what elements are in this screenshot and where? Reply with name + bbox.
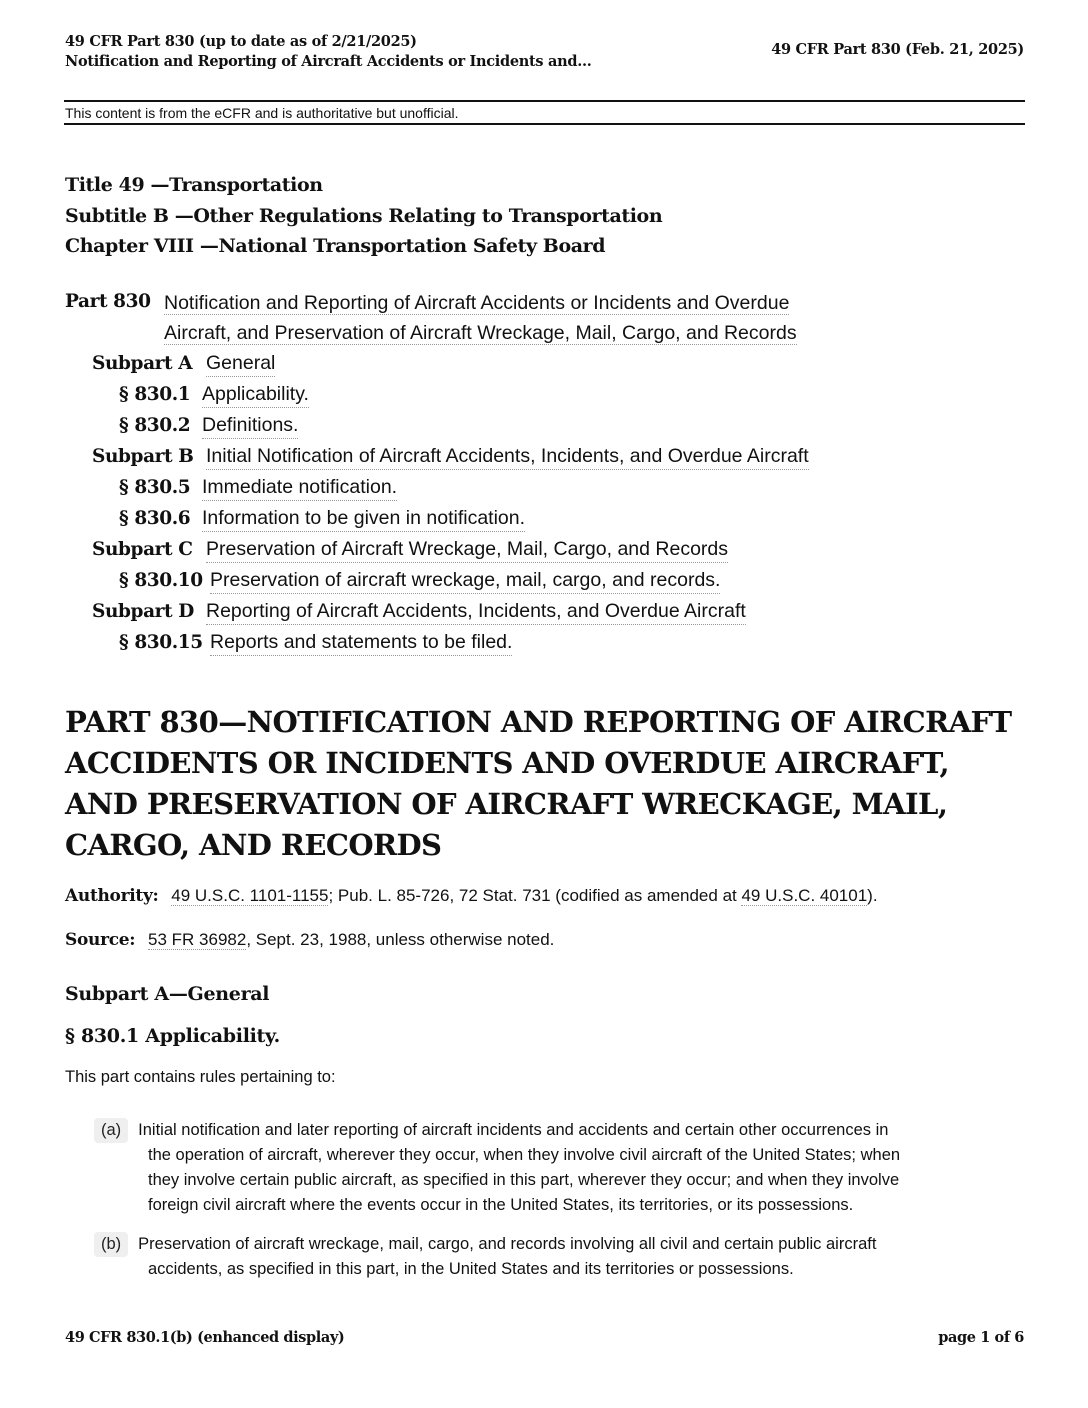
toc-entry-label: § 830.10 [119, 570, 203, 591]
toc-entry-label: § 830.6 [119, 508, 191, 529]
unofficial-banner [64, 100, 1025, 125]
toc-entry-link[interactable]: General [206, 350, 275, 377]
paragraph-text-line: Initial notification and later reporting of aircraft incidents and accidents and certain other occurrences in [138, 1121, 889, 1139]
paragraph-text-line: they involve certain public aircraft, as specified in this part, wherever they occur; and when they involve [148, 1171, 900, 1189]
toc-entry-label: § 830.15 [119, 632, 203, 653]
header-part-name: Notification and Reporting of Aircraft Accidents or Incidents and... [65, 53, 592, 70]
toc-entry-label: Subpart B [92, 446, 194, 467]
running-header [65, 32, 591, 72]
paragraph-text-line: the operation of aircraft, wherever they occur, when they involve civil aircraft of the United States; when [148, 1146, 901, 1164]
paragraph-a [94, 1118, 1014, 1218]
title-heading: Title 49 —Transportation [65, 174, 323, 196]
toc-part-link[interactable] [164, 288, 864, 348]
authority-end: ). [867, 886, 878, 905]
authority-label: Authority: [65, 886, 159, 906]
paragraph-b [94, 1232, 1014, 1282]
paragraph-label[interactable]: (a) [94, 1118, 128, 1143]
footer-citation: 49 CFR 830.1(b) (enhanced display) [65, 1329, 345, 1346]
toc-entry-link[interactable]: Immediate notification. [202, 474, 397, 501]
paragraph-label[interactable]: (b) [94, 1232, 128, 1257]
toc-part-label: Part 830 [65, 291, 151, 312]
authority-link-usc-1101[interactable]: 49 U.S.C. 1101-1155 [171, 886, 329, 905]
toc-entry-link[interactable]: Initial Notification of Aircraft Accidents, Incidents, and Overdue Aircraft [206, 443, 809, 470]
source-line [65, 928, 554, 952]
paragraph-text-line: Preservation of aircraft wreckage, mail, cargo, and records involving all civil and certain public aircraft [138, 1235, 877, 1253]
toc-entry-link[interactable]: Preservation of aircraft wreckage, mail, cargo, and records. [210, 567, 720, 594]
toc-entry-link[interactable]: Information to be given in notification. [202, 505, 525, 532]
toc-entry-link[interactable]: Applicability. [202, 381, 309, 408]
header-citation: 49 CFR Part 830 (up to date as of 2/21/2025) [65, 33, 417, 50]
source-text: , Sept. 23, 1988, unless otherwise noted. [246, 930, 555, 949]
toc-entry-link[interactable]: Definitions. [202, 412, 298, 439]
paragraph-text-line: foreign civil aircraft where the events occur in the United States, its territories, or its possessions. [148, 1196, 854, 1214]
authority-text: ; Pub. L. 85-726, 72 Stat. 731 (codified as amended at [328, 886, 742, 905]
toc-entry-label: Subpart A [92, 353, 193, 374]
toc-entry-link[interactable]: Reporting of Aircraft Accidents, Incidents, and Overdue Aircraft [206, 598, 746, 625]
source-label: Source: [65, 930, 136, 950]
hierarchy [65, 170, 662, 262]
section-intro: This part contains rules pertaining to: [65, 1068, 336, 1086]
toc-entry-link[interactable]: Reports and statements to be filed. [210, 629, 512, 656]
toc-entry-label: § 830.2 [119, 415, 191, 436]
toc-entry-link[interactable]: Preservation of Aircraft Wreckage, Mail, Cargo, and Records [206, 536, 728, 563]
source-link-fr[interactable]: 53 FR 36982 [148, 930, 247, 949]
header-date-citation: 49 CFR Part 830 (Feb. 21, 2025) [771, 41, 1024, 58]
part-title: PART 830—NOTIFICATION AND REPORTING OF AIRCRAFT ACCIDENTS OR INCIDENTS AND OVERDUE AIRCRAFT, AND PRESERVATION OF AIRCRAFT WRECKAGE, MAIL, CARGO, AND RECORDS [65, 705, 1012, 862]
toc-entry-label: § 830.1 [119, 384, 191, 405]
authority-link-usc-40101[interactable]: 49 U.S.C. 40101 [741, 886, 868, 905]
paragraph-text-line: accidents, as specified in this part, in the United States and its territories or possessions. [148, 1260, 794, 1278]
subpart-heading: Subpart A—General [65, 983, 270, 1005]
toc-entry-label: § 830.5 [119, 477, 191, 498]
authority-line [65, 884, 878, 908]
subtitle-heading: Subtitle B —Other Regulations Relating to Transportation [65, 204, 663, 227]
chapter-heading: Chapter VIII —National Transportation Safety Board [65, 235, 606, 257]
banner-text: This content is from the eCFR and is authoritative but unofficial. [65, 105, 459, 121]
section-heading: § 830.1 Applicability. [65, 1025, 280, 1047]
toc-part-link-line1: Notification and Reporting of Aircraft Accidents or Incidents and Overdue [164, 292, 790, 314]
toc-part-link-line2: Aircraft, and Preservation of Aircraft Wreckage, Mail, Cargo, and Records [164, 322, 797, 344]
toc-entry-label: Subpart C [92, 539, 193, 560]
toc-entry-label: Subpart D [92, 601, 194, 622]
page-number: page 1 of 6 [938, 1329, 1024, 1346]
